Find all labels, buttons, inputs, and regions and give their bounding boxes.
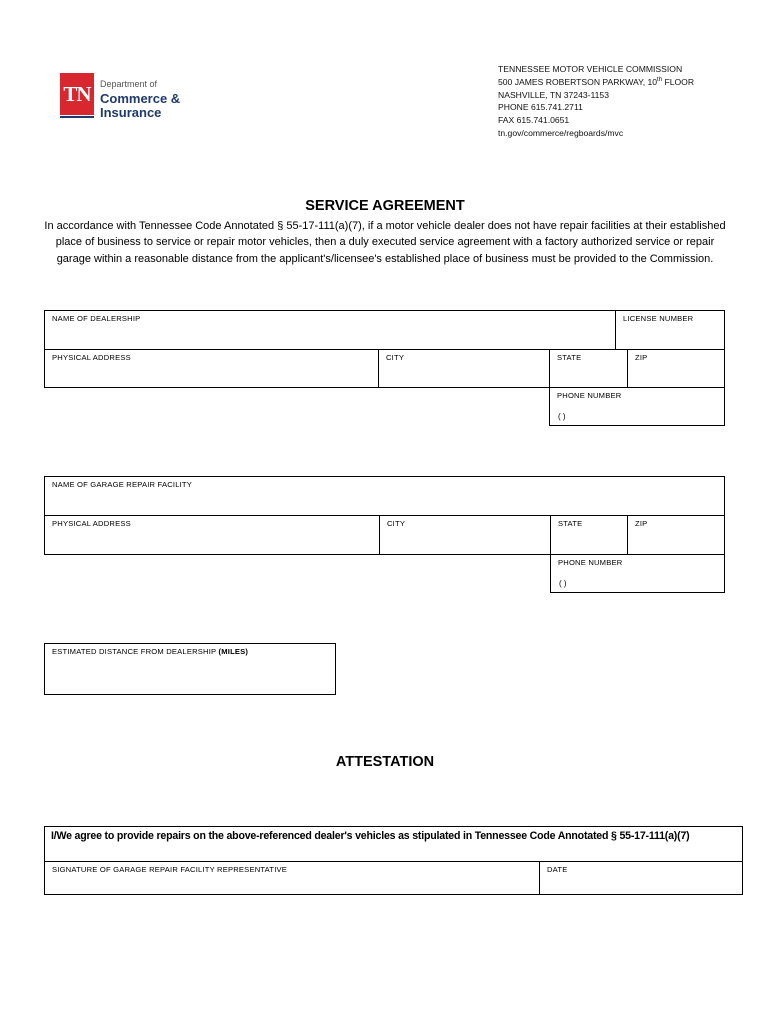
attestation-title: ATTESTATION xyxy=(335,754,435,770)
agency-website: tn.gov/commerce/regboards/mvc xyxy=(498,127,624,138)
logo-line-1: Commerce & xyxy=(100,91,181,106)
dealer-state-field[interactable] xyxy=(549,349,628,388)
dealer-phone-area-code: ( ) xyxy=(558,412,566,421)
dealer-address-label: PHYSICAL ADDRESS xyxy=(52,353,131,362)
dealer-zip-field[interactable] xyxy=(627,349,725,388)
date-label: DATE xyxy=(547,865,568,874)
dealer-city-label: CITY xyxy=(386,353,405,362)
license-number-field[interactable] xyxy=(615,310,725,350)
garage-address-field[interactable] xyxy=(44,515,380,555)
garage-zip-label: ZIP xyxy=(635,519,648,528)
garage-state-label: STATE xyxy=(558,519,583,528)
logo-underline xyxy=(60,116,94,118)
dealer-city-field[interactable] xyxy=(378,349,550,388)
license-number-label: LICENSE NUMBER xyxy=(623,314,694,323)
logo-line-2: Insurance xyxy=(100,105,162,120)
garage-city-field[interactable] xyxy=(379,515,551,555)
logo-department: Department of xyxy=(100,79,158,89)
garage-phone-label: PHONE NUMBER xyxy=(558,558,623,567)
dealer-phone-label: PHONE NUMBER xyxy=(557,391,622,400)
dealership-name-field[interactable] xyxy=(44,310,616,350)
agency-address xyxy=(498,63,694,140)
estimated-distance-label: ESTIMATED DISTANCE FROM DEALERSHIP (MILES) xyxy=(52,647,249,656)
dealer-address-field[interactable] xyxy=(44,349,379,388)
attestation-statement: I/We agree to provide repairs on the above-referenced dealer's vehicles as stipulated in Tennessee Code Annotated § 55-17-111(a)(7) xyxy=(51,830,690,842)
agency-city: NASHVILLE, TN 37243-1153 xyxy=(498,89,609,100)
estimated-distance-field[interactable] xyxy=(44,643,336,695)
agency-street: 500 JAMES ROBERTSON PARKWAY, 10th FLOOR xyxy=(498,76,695,87)
garage-name-label: NAME OF GARAGE REPAIR FACILITY xyxy=(52,480,193,489)
garage-state-field[interactable] xyxy=(550,515,628,555)
tn-logo: TN xyxy=(60,73,94,115)
agency-fax: FAX 615.741.0651 xyxy=(498,115,570,126)
garage-phone-area-code: ( ) xyxy=(559,579,567,588)
dealer-phone-field[interactable] xyxy=(549,387,725,426)
agency-name: TENNESSEE MOTOR VEHICLE COMMISSION xyxy=(498,64,683,74)
garage-phone-field[interactable] xyxy=(550,554,725,593)
agency-phone: PHONE 615.741.2711 xyxy=(498,102,583,113)
garage-address-label: PHYSICAL ADDRESS xyxy=(52,519,131,528)
page-title: SERVICE AGREEMENT xyxy=(305,198,465,214)
attestation-statement-box xyxy=(44,826,743,862)
garage-zip-field[interactable] xyxy=(627,515,725,555)
intro-paragraph: In accordance with Tennessee Code Annotated § 55-17-111(a)(7), if a motor vehicle dealer does not have repair facilities at their established place of business to service or repair motor vehicles, then a duly executed service agreement with a factory authorized service or repair garage within a reasonable distance from the applicant's/licensee's established place of business must be provided to the Commission. xyxy=(44,220,726,265)
dealership-name-label: NAME OF DEALERSHIP xyxy=(52,314,141,323)
signature-label: SIGNATURE OF GARAGE REPAIR FACILITY REPRESENTATIVE xyxy=(52,865,288,874)
signature-field[interactable] xyxy=(44,861,540,895)
logo-commerce-insurance xyxy=(100,92,180,120)
dealer-zip-label: ZIP xyxy=(635,353,648,362)
garage-name-field[interactable] xyxy=(44,476,725,516)
dealer-state-label: STATE xyxy=(557,353,582,362)
garage-city-label: CITY xyxy=(387,519,406,528)
date-field[interactable] xyxy=(539,861,743,895)
